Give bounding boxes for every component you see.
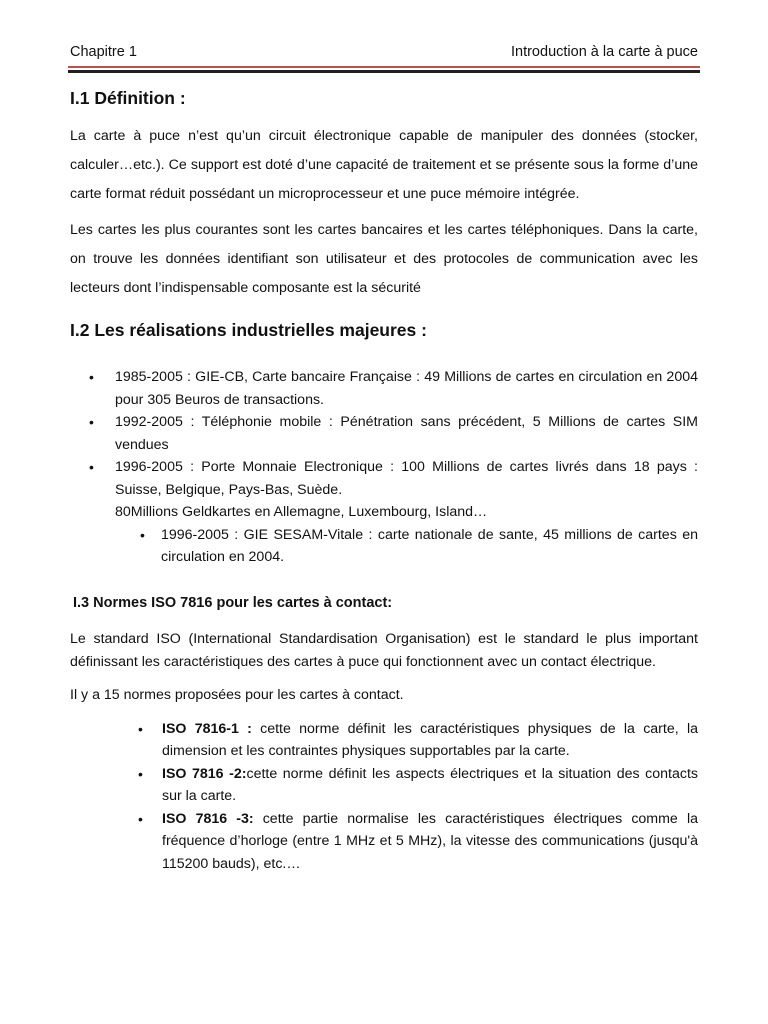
list-item-text: 1992-2005 : Téléphonie mobile : Pénétration sans précédent, 5 Millions de cartes SIM vendues: [115, 414, 698, 453]
chapter-label: Chapitre 1: [70, 44, 137, 60]
achievements-sublist: [70, 524, 698, 569]
list-continuation: 80Millions Geldkartes en Allemagne, Luxembourg, Island…: [115, 504, 488, 520]
section-3-heading: I.3 Normes ISO 7816 pour les cartes à contact:: [73, 594, 393, 611]
norm-term: ISO 7816 -2:: [162, 765, 247, 782]
bullet-icon: •: [138, 810, 143, 827]
achievements-list: [70, 366, 698, 501]
bullet-icon: •: [89, 414, 94, 430]
norm-description: cette partie normalise les caractéristiques électriques comme la fréquence d’horloge (entre 1 MHz et 5 MHz), la vitesse des communications (jusqu'à 115200 bauds), etc.…: [162, 810, 698, 872]
bullet-icon: •: [138, 765, 143, 782]
bullet-icon: •: [138, 720, 143, 737]
definition-paragraph: La carte à puce n’est qu’un circuit électronique capable de manipuler des données (stocker, calculer…etc.). Ce support est doté d’une capacité de traitement et se présente sous la forme d’une carte format réduit possédant un microprocesseur et une puce mémoire intégrée.: [70, 128, 698, 202]
norm-description: cette norme définit les caractéristiques physiques de la carte, la dimension et les contraintes physiques supportables par la carte.: [162, 720, 698, 759]
common-cards-paragraph: Les cartes les plus courantes sont les cartes bancaires et les cartes téléphoniques. Dans la carte, on trouve les données identifiant son utilisateur et des protocoles de communication avec les lecteurs dont l’indispensable composante est la sécurité: [70, 222, 698, 296]
list-item: [70, 808, 698, 876]
list-item: [70, 718, 698, 763]
norms-count-paragraph: Il y a 15 normes proposées pour les cartes à contact.: [70, 686, 404, 703]
page-header: [70, 44, 698, 66]
header-rule-dark: [68, 70, 700, 73]
list-item-text: 1985-2005 : GIE-CB, Carte bancaire Française : 49 Millions de cartes en circulation en 2004 pour 305 Beuros de transactions.: [115, 369, 698, 408]
list-item: [70, 763, 698, 808]
section-1-heading: I.1 Définition :: [70, 88, 186, 108]
list-item: [70, 456, 698, 501]
norm-term: ISO 7816 -3:: [162, 810, 254, 827]
bullet-icon: •: [140, 526, 145, 543]
chapter-title: Introduction à la carte à puce: [510, 44, 698, 60]
bullet-icon: •: [89, 369, 94, 385]
header-rule-red: [68, 66, 700, 68]
list-item-text: 1996-2005 : GIE SESAM-Vitale : carte nationale de sante, 45 millions de cartes en circulation en 2004.: [161, 526, 698, 565]
page-body: [70, 88, 698, 875]
list-item: [70, 411, 698, 456]
iso-standard-paragraph: Le standard ISO (International Standardisation Organisation) est le standard le plus important définissant les caractéristiques des cartes à puce qui fonctionnent avec un contact électrique.: [70, 630, 698, 670]
bullet-icon: •: [89, 459, 94, 475]
list-item: [70, 524, 698, 569]
norm-description: cette norme définit les aspects électriques et la situation des contacts sur la carte.: [162, 765, 698, 804]
list-item: [70, 366, 698, 411]
iso-norms-list: [70, 718, 698, 876]
section-2-heading: I.2 Les réalisations industrielles majeures :: [70, 320, 427, 340]
norm-term: ISO 7816-1 :: [162, 720, 252, 737]
list-item-text: 1996-2005 : Porte Monnaie Electronique : 100 Millions de cartes livrés dans 18 pays : Suisse, Belgique, Pays-Bas, Suède.: [115, 459, 698, 498]
